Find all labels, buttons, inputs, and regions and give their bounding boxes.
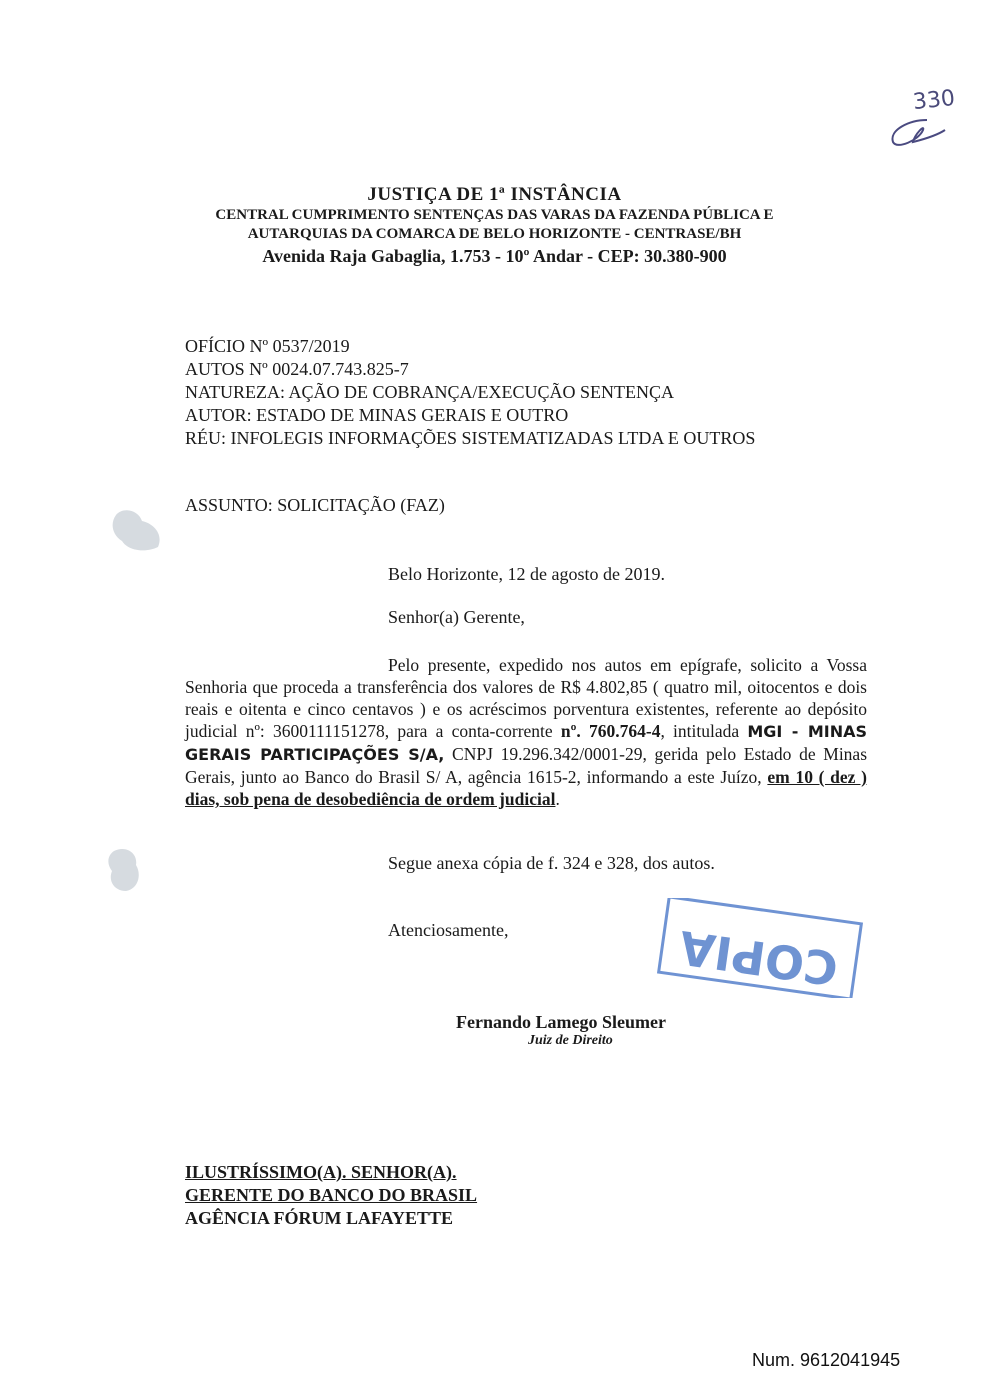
handwritten-page-number: 330 [911, 85, 957, 116]
signer-title: Juiz de Direito [528, 1033, 613, 1048]
deadline-warning: em 10 ( dez ) dias, sob pena de desobediência de ordem judicial [185, 767, 867, 809]
closing: Atenciosamente, [388, 920, 509, 940]
date-line: Belo Horizonte, 12 de agosto de 2019. [388, 564, 665, 584]
addressee-line-2: GERENTE DO BANCO DO BRASIL [185, 1185, 478, 1205]
natureza: NATUREZA: AÇÃO DE COBRANÇA/EXECUÇÃO SENTENÇA [185, 382, 675, 402]
autos-number: AUTOS Nº 0024.07.743.825-7 [185, 359, 409, 379]
court-title: JUSTIÇA DE 1ª INSTÂNCIA [367, 184, 622, 205]
body-part-3: CNPJ 19.296.342/0001-29, gerida pelo Estado de Minas Gerais, junto ao Banco do Brasil S/ A, agência 1615-2, informando a este Juízo, [185, 744, 868, 787]
court-subtitle-line-1: CENTRAL CUMPRIMENTO SENTENÇAS DAS VARAS DA FAZENDA PÚBLICA E [215, 207, 774, 223]
case-metadata [185, 335, 755, 450]
copia-stamp [655, 898, 865, 998]
letter-body [185, 654, 867, 810]
document-number: Num. 9612041945 [752, 1350, 901, 1370]
addressee-line-3: AGÊNCIA FÓRUM LAFAYETTE [185, 1208, 454, 1228]
autor: AUTOR: ESTADO DE MINAS GERAIS E OUTRO [185, 405, 569, 425]
oficio-number: OFÍCIO Nº 0537/2019 [185, 336, 350, 356]
addressee-line-1: ILUSTRÍSSIMO(A). SENHOR(A). [185, 1162, 457, 1182]
company-name: MGI - MINAS GERAIS PARTICIPAÇÕES S/A, [185, 722, 868, 764]
court-address: Avenida Raja Gabaglia, 1.753 - 10º Andar - CEP: 30.380-900 [262, 246, 727, 266]
signer-name: Fernando Lamego Sleumer [456, 1012, 666, 1032]
court-subtitle-line-2: AUTARQUIAS DA COMARCA DE BELO HORIZONTE - CENTRASE/BH [247, 226, 742, 242]
body-part-4: . [555, 789, 560, 809]
subject-line: ASSUNTO: SOLICITAÇÃO (FAZ) [185, 495, 445, 515]
punch-hole-mark [104, 845, 144, 895]
account-number: nº. 760.764-4 [560, 721, 661, 741]
punch-hole-mark [108, 505, 166, 555]
stamp-text: COPIA [675, 920, 842, 996]
salutation: Senhor(a) Gerente, [388, 607, 525, 627]
body-part-1: Pelo presente, expedido nos autos em epígrafe, solicito a Vossa Senhoria que proceda a transferência dos valores de R$ 4.802,85 ( quatro mil, oitocentos e dois reais e oitenta e cinco centavos ) e os acréscimos porventura existentes, referente ao depósito judicial nº: 3600111151278, para a conta-corrente [185, 655, 867, 741]
reu: RÉU: INFOLEGIS INFORMAÇÕES SISTEMATIZADAS LTDA E OUTROS [185, 428, 756, 448]
body-part-2: , intitulada [660, 721, 748, 741]
handwritten-initial-mark [879, 112, 949, 152]
attachment-note: Segue anexa cópia de f. 324 e 328, dos autos. [388, 853, 715, 873]
